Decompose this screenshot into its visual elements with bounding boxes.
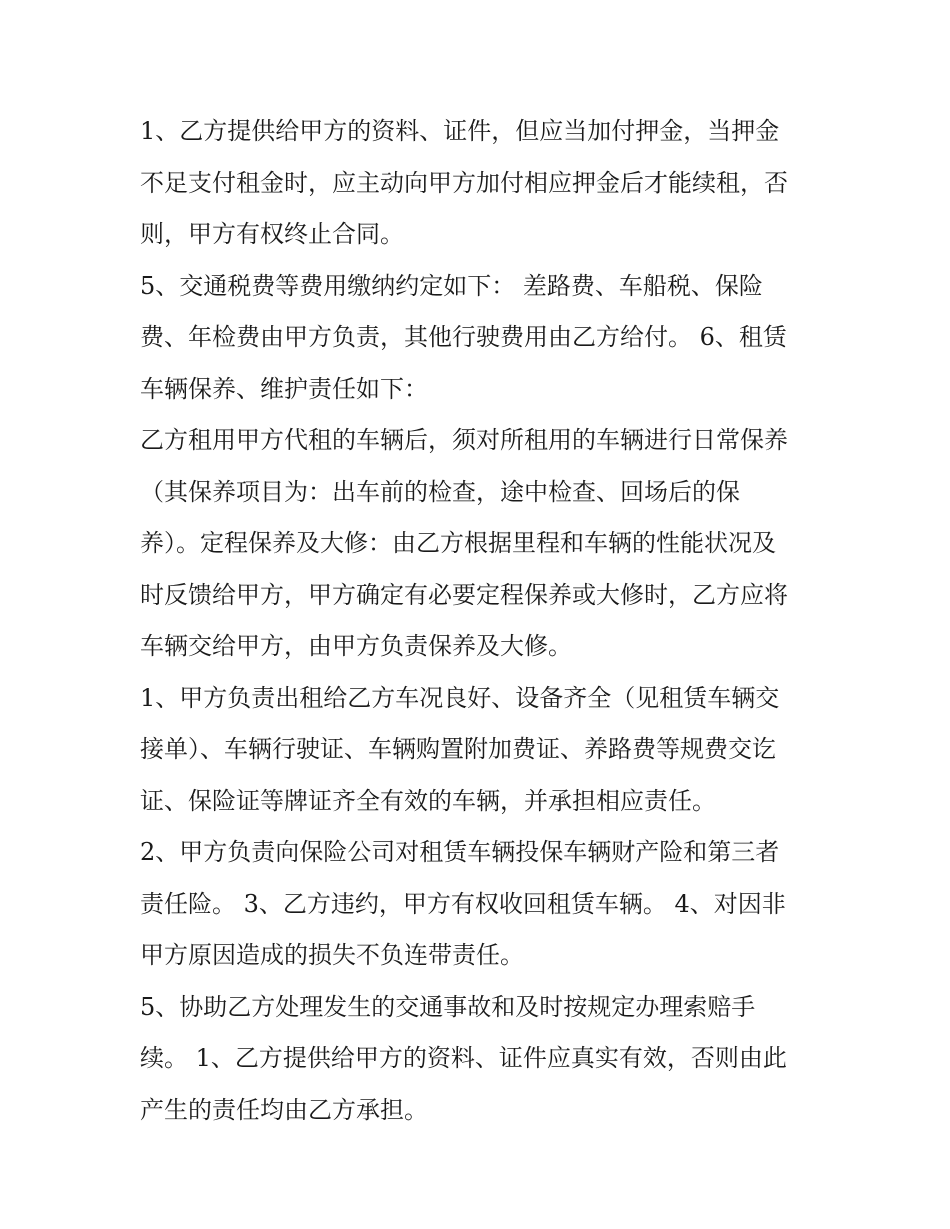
text-line: 车辆交给甲方，由甲方负责保养及大修。 — [140, 632, 572, 660]
text-line: 则，甲方有权终止合同。 — [140, 220, 404, 248]
text-line: 产生的责任均由乙方承担。 — [140, 1095, 428, 1124]
text-line: 乙方租用甲方代租的车辆后，须对所租用的车辆进行日常保养 — [140, 426, 788, 454]
text-line: 养）。定程保养及大修：由乙方根据里程和车辆的性能状况及 — [140, 529, 776, 557]
text-line: 责任险。 3、乙方违约，甲方有权收回租赁车辆。 4、对因非 — [140, 889, 786, 918]
text-line: 时反馈给甲方，甲方确定有必要定程保养或大修时，乙方应将 — [140, 580, 788, 609]
text-line: 接单）、车辆行驶证、车辆购置附加费证、养路费等规费交讫 — [140, 735, 776, 763]
document-body — [140, 106, 820, 1136]
text-line: 续。 1、乙方提供给甲方的资料、证件应真实有效，否则由此 — [140, 1044, 787, 1072]
text-line: 1、甲方负责出租给乙方车况良好、设备齐全（见租赁车辆交 — [140, 683, 780, 712]
text-line: 1、乙方提供给甲方的资料、证件，但应当加付押金，当押金 — [140, 117, 780, 145]
text-line: 5、交通税费等费用缴纳约定如下： 差路费、车船税、保险 — [140, 271, 763, 300]
text-line: 甲方原因造成的损失不负连带责任。 — [140, 941, 524, 969]
text-line: 车辆保养、维护责任如下： — [140, 374, 428, 403]
text-line: 费、年检费由甲方负责，其他行驶费用由乙方给付。 6、租赁 — [140, 323, 787, 351]
text-line: 2、甲方负责向保险公司对租赁车辆投保车辆财产险和第三者 — [140, 838, 780, 866]
text-line: 不足支付租金时，应主动向甲方加付相应押金后才能续租，否 — [140, 168, 788, 197]
text-line: （其保养项目为：出车前的检查，途中检查、回场后的保 — [140, 477, 740, 506]
text-line: 证、保险证等牌证齐全有效的车辆，并承担相应责任。 — [140, 786, 716, 815]
text-line: 5、协助乙方处理发生的交通事故和及时按规定办理索赔手 — [140, 992, 756, 1021]
